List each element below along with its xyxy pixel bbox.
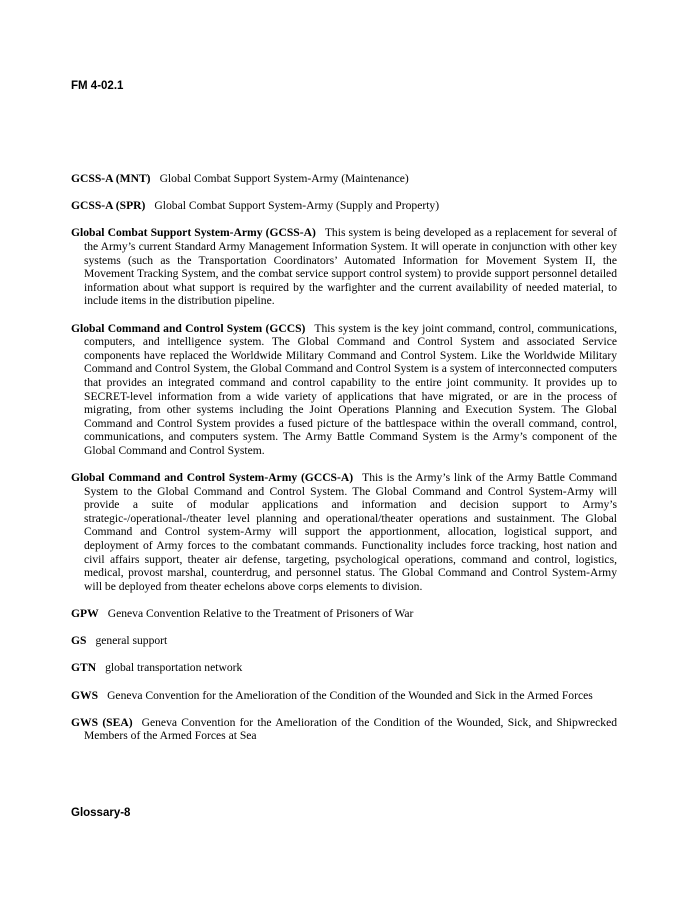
glossary-definition: This system is being developed as a replacement for several of the Army’s current Standard Army Management Information System. It will operate in conjunction with other key systems (such as the Transportation Coordinators’ Automated Information for Movement System II, the Movement Tracking System, and the combat service support control system) to provide support personnel detailed information about what support is required by the warfighter and the current availability of needed material, to include items in the distribution pipeline.	[84, 226, 618, 308]
glossary-definition: Geneva Convention for the Amelioration of the Condition of the Wounded, Sick, and Shipwrecked Members of the Armed Forces at Sea	[84, 715, 618, 743]
page-header: FM 4-02.1	[71, 80, 124, 92]
glossary-term: GCSS-A (MNT)	[71, 172, 151, 185]
glossary-term: GPW	[71, 607, 99, 620]
glossary-term: GCSS-A (SPR)	[71, 199, 146, 213]
glossary-entry	[71, 172, 617, 186]
glossary-term: Global Command and Control System (GCCS)	[71, 321, 306, 335]
glossary-entry	[71, 634, 617, 648]
glossary-entry	[71, 607, 617, 621]
glossary-definition: Geneva Convention for the Amelioration of the Condition of the Wounded and Sick in the Armed Forces	[107, 688, 593, 702]
glossary-entry	[71, 322, 617, 458]
glossary-entry	[71, 689, 617, 703]
glossary-definition: global transportation network	[105, 661, 243, 675]
glossary-term: Global Command and Control System-Army (GCCS-A)	[71, 471, 354, 485]
glossary-definition: Geneva Convention Relative to the Treatment of Prisoners of War	[107, 607, 414, 620]
glossary-definition: This system is the key joint command, control, communications, computers, and intelligence system. The Global Command and Control System and associated Service components have replaced the Worldwide Military Command and Control System. Like the Worldwide Military Command and Control System, the Global Command and Control System is a system of interconnected computers that provides an integrated command and control capability to the entire joint community. It provides up to SECRET-level information from a wide variety of applications that have migrated, or are in the process of migrating, from other systems including the Joint Operations Planning and Execution System. The Global Command and Control System provides a fused picture of the battlespace within the overall command, control, communications, and computers system. The Army Battle Command System is the Army’s component of the Global Command and Control System.	[84, 321, 617, 457]
glossary-list	[71, 172, 617, 757]
glossary-definition: Global Combat Support System-Army (Maintenance)	[159, 172, 409, 185]
glossary-term: GWS	[71, 688, 99, 702]
glossary-term: Global Combat Support System-Army (GCSS-A)	[71, 226, 316, 240]
glossary-entry	[71, 661, 617, 675]
glossary-entry	[71, 199, 617, 213]
glossary-term: GTN	[71, 661, 97, 675]
glossary-entry	[71, 226, 617, 308]
glossary-term: GS	[71, 634, 87, 648]
glossary-entry	[71, 716, 617, 743]
glossary-entry	[71, 471, 617, 593]
glossary-definition: This is the Army’s link of the Army Battle Command System to the Global Command and Control System. The Global Command and Control System-Army will provide a suite of modular applications and information and decision support to Army’s strategic-/operational-/theater level planning and operational/theater operations and sustainment. The Global Command and Control system-Army will support the apportionment, allocation, logistical support, and deployment of Army forces to the combatant commands. Functionality includes force tracking, host nation and civil affairs support, theater air defense, targeting, psychological operations, command and control, logistics, medical, provost marshal, counterdrug, and personnel status. The Global Command and Control System-Army will be deployed from theater echelons above corps elements to division.	[84, 471, 617, 593]
glossary-definition: Global Combat Support System-Army (Supply and Property)	[154, 199, 440, 213]
glossary-term: GWS (SEA)	[71, 715, 133, 729]
glossary-definition: general support	[95, 634, 168, 648]
page-number: Glossary-8	[71, 807, 131, 819]
